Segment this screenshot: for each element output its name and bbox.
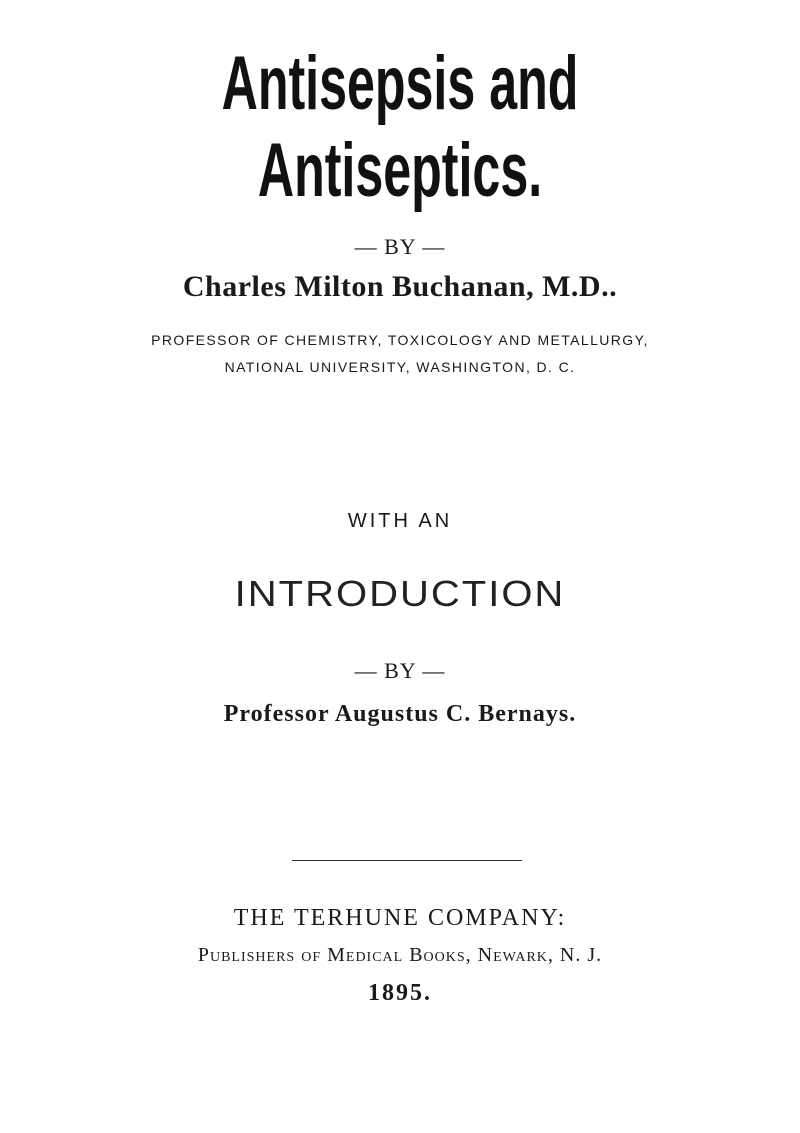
horizontal-divider [292,860,522,861]
introduction-author: Professor Augustus C. Bernays. [223,701,577,727]
with-an-label: WITH AN [347,510,453,532]
author-title-line-1: PROFESSOR OF CHEMISTRY, TOXICOLOGY AND METALLURGY, [151,332,649,348]
publication-year: 1895. [368,980,432,1006]
book-title: Antisepsis and Antiseptics. [221,41,579,213]
author-name: Charles Milton Buchanan, M.D.. [182,270,618,303]
author-title-line-2: NATIONAL UNIVERSITY, WASHINGTON, D. C. [224,359,576,375]
publisher-description: Publishers of Medical Books, Newark, N. J. [197,944,603,966]
by-label-author: — BY — [354,234,446,259]
publisher-name: THE TERHUNE COMPANY: [233,905,567,931]
by-label-introduction: — BY — [354,658,446,683]
introduction-heading: INTRODUCTION [234,574,566,614]
